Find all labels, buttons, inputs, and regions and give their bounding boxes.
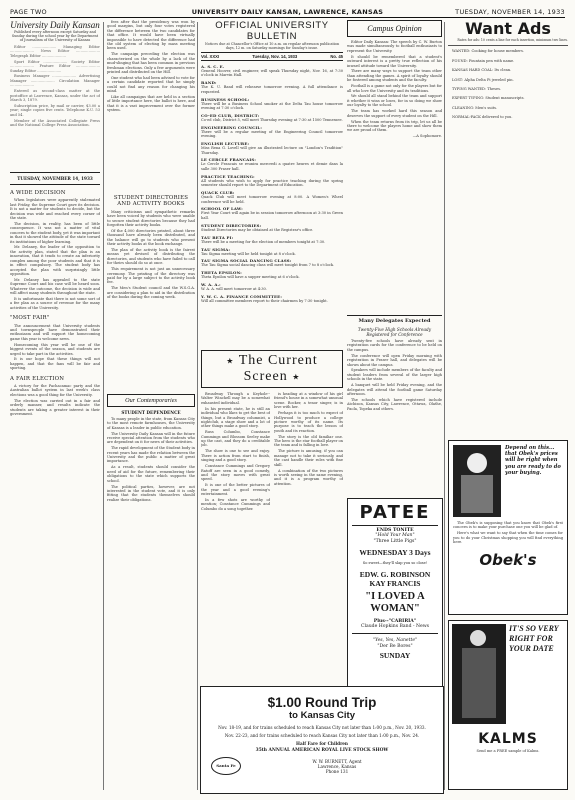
fare-city: Lawrence, Kansas [317,763,357,769]
notice-title: QUACK CLUB: [201,190,235,196]
want-ad-item: TYPING WANTED: Theses. [452,87,502,92]
notice-title: W. A. A.: [201,282,221,288]
wide-decision-paragraph: When legislators were apparently stalemated last Friday, the Supreme Court gave its decision. It is not a matter for students to decide, but the decision was wide and reached every corner of the state. [10,198,100,221]
want-ad-item: EXPERT TYPING: Student manuscripts. [452,96,525,101]
notice-text: Le Cercle Francais se reunira mercredi a quatre heures et demie dans la salle 300 Fraser hall. [201,162,343,171]
patee-logo: PATEE [359,502,431,523]
patee-blurb: So sweet—they'll slap you so close! [362,561,428,566]
notice-title: TAU SIGMA SOCIAL DANCING CLASS: [201,258,292,264]
want-ad-item: KANSAS HARD COAL: Its clean. [452,68,512,73]
notice-text: Quack Club will meet tomorrow evening at 8:00. A Women's Wheel conference will be held. [201,195,343,204]
wide-decision-text: When legislators were apparently stalemated last Friday, the Supreme Court gave its decision. It is not a matter for students to decide, but the decision was wide and reached every corner of the state. The decision, in reality, has been of little consequence. It was not a matter of vital concern to the student body, yet it was important in that it showed the attitude of the state toward its institutions of higher learning. Mr. Delaney, the leader of the opposition to the activity plan, stated that the plan is an innovation, that it tends to create an inferiority complex among the poor students and that it is in effect compulsory. The student body has accepted the plan with surprisingly little opposition. Mr. Delaney has appealed to the state Supreme Court and his case will be heard soon. Whatever the outcome, the decision is wide and will affect many students throughout the state. It is unfortunate that there is not some sort of a fee plan as a source of revenue for the many activities of the University. [10,198,100,310]
patee-film3: "I LOVED A WOMAN" [365,590,425,614]
obeks-logo: Obek's [479,550,537,569]
bulletin-title: OFFICIAL UNIVERSITY BULLETIN [215,20,329,42]
middle-editorial-column [107,20,195,792]
student-dependence-paragraph: To many people in the state, from Kansas City to the most remote farmhouses, the University of Kansas is a leader in public education. [107,416,195,430]
newspaper-name: UNIVERSITY DAILY KANSAN, LAWRENCE, KANSAS [191,8,384,16]
round-trip-fare-ad [200,686,444,794]
fair-election-heading: A FAIR ELECTION [10,375,65,382]
notice-title: Y. W. C. A. FINANCE COMMITTEE: [201,294,282,300]
campus-opinion-title: Campus Opinion [347,20,442,37]
notice-title: ENGINEERING COUNCIL: [201,124,262,130]
bulletin-note: Notices due at Chancellor's Office at 10 a.m. on regular afternoon publication days, 12 m. on Saturday mornings for Sunday's issue. [204,42,340,50]
editorial-title: University Daily Kansan [10,20,100,30]
notice-text: There will be a Business School smoker at the Delta Tau house tomorrow evening at 7:30 o'clock. [201,101,343,111]
masthead-date: TUESDAY, NOVEMBER 14, 1933 [455,8,565,16]
bulletin-volume: Vol. XXXI [201,54,220,59]
notice-title: LE CERCLE FRANCAIS: [201,157,257,163]
notice-text: There will be a meeting for the election of members tonight at 7:30. [201,239,326,244]
patee-wednesday: WEDNESDAY 3 Days [359,548,431,558]
student-directories-paragraph: Many criticisms and sympathetic remarks have been voiced by students who were unable to secure student directories because they had forgotten their activity books. [107,209,195,228]
notice-text: Tau Sigma meeting will be held tonight at 8 o'clock. [201,251,296,256]
kalms-note: Send me a FREE sample of Kalms. [476,749,540,753]
student-directories-text: Many criticisms and sympathetic remarks have been voiced by students who were unable to secure student directories because they had forgotten their activity books. Of the 4,000 directories printed, about three thousand have already been distributed, and the balance will go to students who present their activity books at the book exchange. The plan of the activity book is the fairest means yet devised of distributing the directories, and students who have failed to call for theirs should do so at once. This requirement is not just an unnecessary ceremony. The printing of the directory was paid for by a large subject to the activity book fee. The Men's Student council and the W.S.G.A. are considering a plan to aid in the distribution of the books during the coming week. [107,209,195,300]
fare-destination: to Kansas City [289,710,355,721]
campus-opinion-column [347,20,442,494]
star-icon: ★ [292,372,301,382]
want-ads-rates: Rates for ads: 10 cents a line for each insertion, minimum two lines. [457,38,568,42]
kalms-logo: KALMS [478,731,538,747]
notice-title: TAU SIGMA: [201,246,231,252]
fare-title: $1.00 Round Trip [267,695,377,710]
wide-decision-heading: A WIDE DECISION [10,190,66,196]
notice-text: There will be a regular meeting of the Engineering Council tomorrow evening. [201,129,343,139]
campus-opinion-lead: Editor Daily Kansan: The speech by C. W. Burton was made simultaneously to football enthusiasts to represent the University. [347,40,442,53]
obeks-ad [448,440,568,615]
santa-fe-logo: Santa Fe [211,757,241,775]
fare-line1: Nov. 18-19, and for trains scheduled to reach Kansas City not later than 1:00 p.m., Nov. 20, 1933. [218,725,426,730]
notice-title: BUSINESS SCHOOL: [201,96,250,102]
delegates-lead: Twenty-five schools have already sent in registration cards for the conference to be held on the campus. [347,339,442,352]
patee-film1: "Hold Your Man" [375,533,415,539]
editorial-column [10,20,100,792]
kalms-tagline: IT'S SO VERY RIGHT FOR YOUR DATE [509,624,559,653]
delegates-title: Many Delegates Expected [358,318,431,324]
woman-illustration [452,624,506,724]
fare-phone: Phone 131 [325,768,349,774]
want-ad-item: NORMAL-PACK delivered to you. [452,115,513,120]
bulletin-number: No. 45 [330,54,343,59]
obeks-headline: Depend on this... that Obek's prices will be right when you are ready to do your buying. [505,445,561,476]
bulletin-issue-bar [201,52,343,61]
patee-star: EDW. G. ROBINSON [359,569,431,579]
most-fair-heading: "MOST FAIR" [10,315,50,322]
column-divider [103,22,104,790]
middle-editorial-lead: fees after that the presidency was won by good margins, but only four votes registered the difference between the two candidates for that office. It would have been virtually impossible to have detected the difference had the old system of electing by mass meeting been used. The campaign preceding the election was characterized on the whole by a lack of the mud-slinging that has been common in previous freshman elections. Only a few arguments were printed and distributed on the Hill. One student who had been advised to vote for a certain candidate reported that he simply could not find any reason for changing his mind. Like all campaigns that are held in a section of little importance here, the ballot is here, and that it is a vast improvement over the former system. [107,20,195,113]
contemporaries-title: Our Contemporaries [107,394,195,407]
notice-text: W. A. A. will meet tomorrow at 4:30. [201,287,267,292]
notice-text: Will all committee members report to their chairmen by 7:30 tonight. [201,299,328,304]
notice-text: Co-ed club, District 5, will meet Thursday evening at 7:30 at 1500 Tennessee. [201,117,343,122]
star-icon: ★ [226,356,235,366]
notice-title: STUDENT DIRECTORIES: [201,222,262,228]
campus-opinion-text: Editor Daily Kansan: The speech by C. W. Burton was made simultaneously to football enthusiasts to represent the University. It should be remembered that a student's outward interest is a pretty true reflection of his inward attitude toward the University. There are many ways to support the team other than attending the games. A spirit of loyalty should be fostered among students and the faculty. Football is a game not only for the players but for all who love the University and its traditions. We should all stand behind the team and support it whether it wins or loses, for in so doing we show our loyalty to the school. The team has worked hard this season and deserves the support of every student on the Hill. When the team returns from its trip, let us all be there to welcome the players home and show them we are proud of them. —A Sophomore. [347,40,442,139]
obeks-body: The Obek's is supposing that you know that Obek's first concern is to make your purchase one you will be glad of. Here's what we want to say that when the time comes for you to do your Christmas shopping you will find everything here. [453,521,563,545]
most-fair-paragraph: The announcement that University students and townspeople have demonstrated their enthusiasm and will support the homecoming game this year is welcome news. [10,323,100,341]
notice-text: General Hoover, civil engineer, will speak Thursday night, Nov. 16, at 7:30 o'clock in Marvin Hall. [201,69,343,78]
current-screen-text-right: is heading at a window of his girl friend's house in a somewhat unusual scene. Rocker, a tenor singer, is in love with her. Perhaps it is too much to expect of Hollywood to produce a college picture worthy of its name. Its purpose is to teach the lesson of youth and its reaction. The story is the old familiar one. The hero is the star football player on the team and is falling in love. The picture is amusing, if you can manage not to take it seriously, and the cast handle their roles with fine skill. A combination of the two pictures is worth seeing in the same evening, and it is a program worthy of attention. [274,392,343,486]
current-screen-title-text: The Current Screen [238,353,318,384]
fare-half: Half Fare for Children [296,741,348,746]
notice-title: BAND: [201,80,217,86]
column-divider [197,22,198,790]
delegates-text: Twenty-five schools have already sent in registration cards for the conference to be held on the campus. The conference will open Friday morning with registration in Fraser hall, and delegates will be shown about the campus. Speakers will include members of the faculty and student leaders from several of the larger high schools in the state. A banquet will be held Friday evening, and the delegates will attend the football game Saturday afternoon. The schools which have registered include Atchison, Kansas City, Lawrence, Ottawa, Olathe, Paola, Topeka and others. [347,339,442,411]
want-ad-item: WANTED: Cooking for house members. [452,49,525,54]
patee-coming: "Yes, Yes, Nanette" [372,638,418,644]
notice-title: CO-ED CLUB, DISTRICT: [201,112,260,118]
notice-text: Student Directories may be obtained at the Registrar's office. [201,227,314,232]
fair-election-text: A victory for the Pachacamac party and the Australian ballot system in last week's class elections was a good thing for the University. The election was carried out in a fair and orderly manner, and results indicate the students are taking a greater interest in their government. [10,384,100,416]
notice-text: The K. U. Band will rehearse tomorrow evening. A full attendance is requested. [201,85,343,94]
patee-now-showing: ENDS TONITE [376,528,414,533]
delegates-subtitle: Twenty-Five High Schools Already Registered for Conference [357,327,432,337]
fare-line2: Nov. 22-23, and for trains scheduled to reach Kansas City not later than 1:00 p.m., Nov. 24. [224,733,420,738]
notice-title: SCHOOL OF LAW: [201,206,243,212]
notice-text: All students who wish to apply for practice teaching during the spring semester should report to the Department of Education. [201,178,343,188]
notice-text: The Tau Sigma social dancing class will meet tonight from 7 to 8 o'clock. [201,263,335,268]
want-ad-item: CLEANING: Men's suits. [452,105,498,110]
patee-film2: "Three Little Pigs" [373,538,417,544]
notice-title: TAU BETA PI: [201,234,234,240]
want-ads-list [448,49,568,119]
want-ad-item: LOST: Alpha Delta Pi jeweled pin. [452,77,514,82]
current-screen-text-left: Broadway Through a Keyhole--Walter Winchell may be a somewhat exhausted individual. In his present state, he is still an individual who likes to get the best of things, but a Broadway columnist, a nightclub, a stage show and a lot of other things make a good story. Russ Columbo, Constance Cummings and Blossom Seeley make up the cast, and they do a creditable job. The show is one to see and enjoy. There is action from start to finish, singing and a good story. Constance Cummings and Gregory Ratoff are seen in a good comedy, and the story moves with great speed. It is one of the better pictures of the year and a good evening's entertainment. In a few shots are worthy of mention; Constance Cummings and Columbo do a song together. [201,392,270,511]
patee-costar: KAY FRANCIS [369,578,421,588]
student-directories-heading: STUDENT DIRECTORIES AND ACTIVITY BOOKS [113,195,189,208]
sweater-illustration [453,445,501,517]
patee-plus: Plus--"CABIRIA" [373,618,417,624]
want-ads-column [448,20,568,435]
patee-coming-day: SUNDAY [379,651,411,661]
notice-title: A. S. C. E. [201,64,225,69]
want-ad-item: FOUND: Fountain pen with name. [452,58,515,63]
notice-title: PRACTICE TEACHING: [201,173,255,179]
most-fair-text: The announcement that University students and townspeople have demonstrated their enthusiasm and will support the homecoming game this year is welcome news. Homecoming this year will be one of the biggest events of the season, and students are urged to take part in the activities. It is our hope that these things will not happen, and that the fans will be fair and sporting. [10,323,100,371]
fare-agent: W. W. BURNETT, Agent [312,758,362,764]
page-label: PAGE TWO [10,8,47,16]
notice-title: ENGLISH LECTURE: [201,141,250,147]
kalms-ad [448,620,568,790]
notice-text: Theta Epsilon will have a supper meeting at 6 o'clock. [201,275,300,280]
bulletin-column [201,20,343,350]
patee-coming-star: "Der Be Bores" [377,643,413,649]
student-dependence-text: To many people in the state, from Kansas City to the most remote farmhouses, the University of Kansas is a leader in public education. The University Daily Kansan will in the future receive special attention from the students who are dependent on it for news of their activities. The rapid development of the Student body in recent years has made the relation between the University and the public a matter of great importance. As a result, students should consider the need of aid for the future, remembering their obligations to the state which supports the school. The political parties, however, are not interested in the student vote, and it is only fitting that the students themselves should realize their obligations. [107,416,195,502]
masthead [10,6,565,18]
editorial-dateline: TUESDAY, NOVEMBER 14, 1933 [17,176,93,181]
notice-text: First Year Court will again be in session tomorrow afternoon at 3:30 in Green hall. [201,211,343,220]
bulletin-issue-date: Tuesday, Nov. 14, 1933 [252,54,298,59]
bulletin-notices [201,64,343,304]
student-dependence-heading: STUDENT DEPENDENCE [121,409,181,415]
fair-election-paragraph: A victory for the Pachacamac party and the Australian ballot system in last week's class elections was a good thing for the University. [10,384,100,397]
staff-listing: Editor ..................... Managing Editor ..................... News Editor ..................... Telegraph Editor ..................... Sport Editor ..................... Society Editor ..................... Feature Editor ..................... Sunday Editor ..................... Business Manager ..................... Advertising Manager ..................... Circulation Manager ..................... Entered as second-class matter at the postoffice at Lawrence, Kansas, under the act of March 3, 1879. Subscription price, by mail or carrier, $3.00 a year; single copies five cents. Telephone K.U. 53 and 54. Member of the Associated Collegiate Press and the National College Press Association. [10,45,100,127]
editorial-masthead-note: Published every afternoon except Saturday and Sunday during the school year by the Department of Journalism of the University of Kansas [11,30,99,42]
current-screen-lead: Broadway Through a Keyhole--Walter Winchell may be a somewhat exhausted individual. [201,392,270,405]
notice-text: Miss Rena G. Lovell will give an illustrated lecture on "London's Tradition" Thursday. [201,146,343,155]
want-ads-title: Want Ads [465,20,551,38]
column-divider [444,22,445,790]
current-screen-title [201,350,343,388]
fare-event: 35th ANNUAL AMERICAN ROYAL LIVE STOCK SHOW [255,748,389,753]
patee-cartoon: Claude Hopkins Band - News [360,624,430,630]
current-screen-column [201,350,343,685]
notice-title: THETA EPSILON: [201,270,242,276]
